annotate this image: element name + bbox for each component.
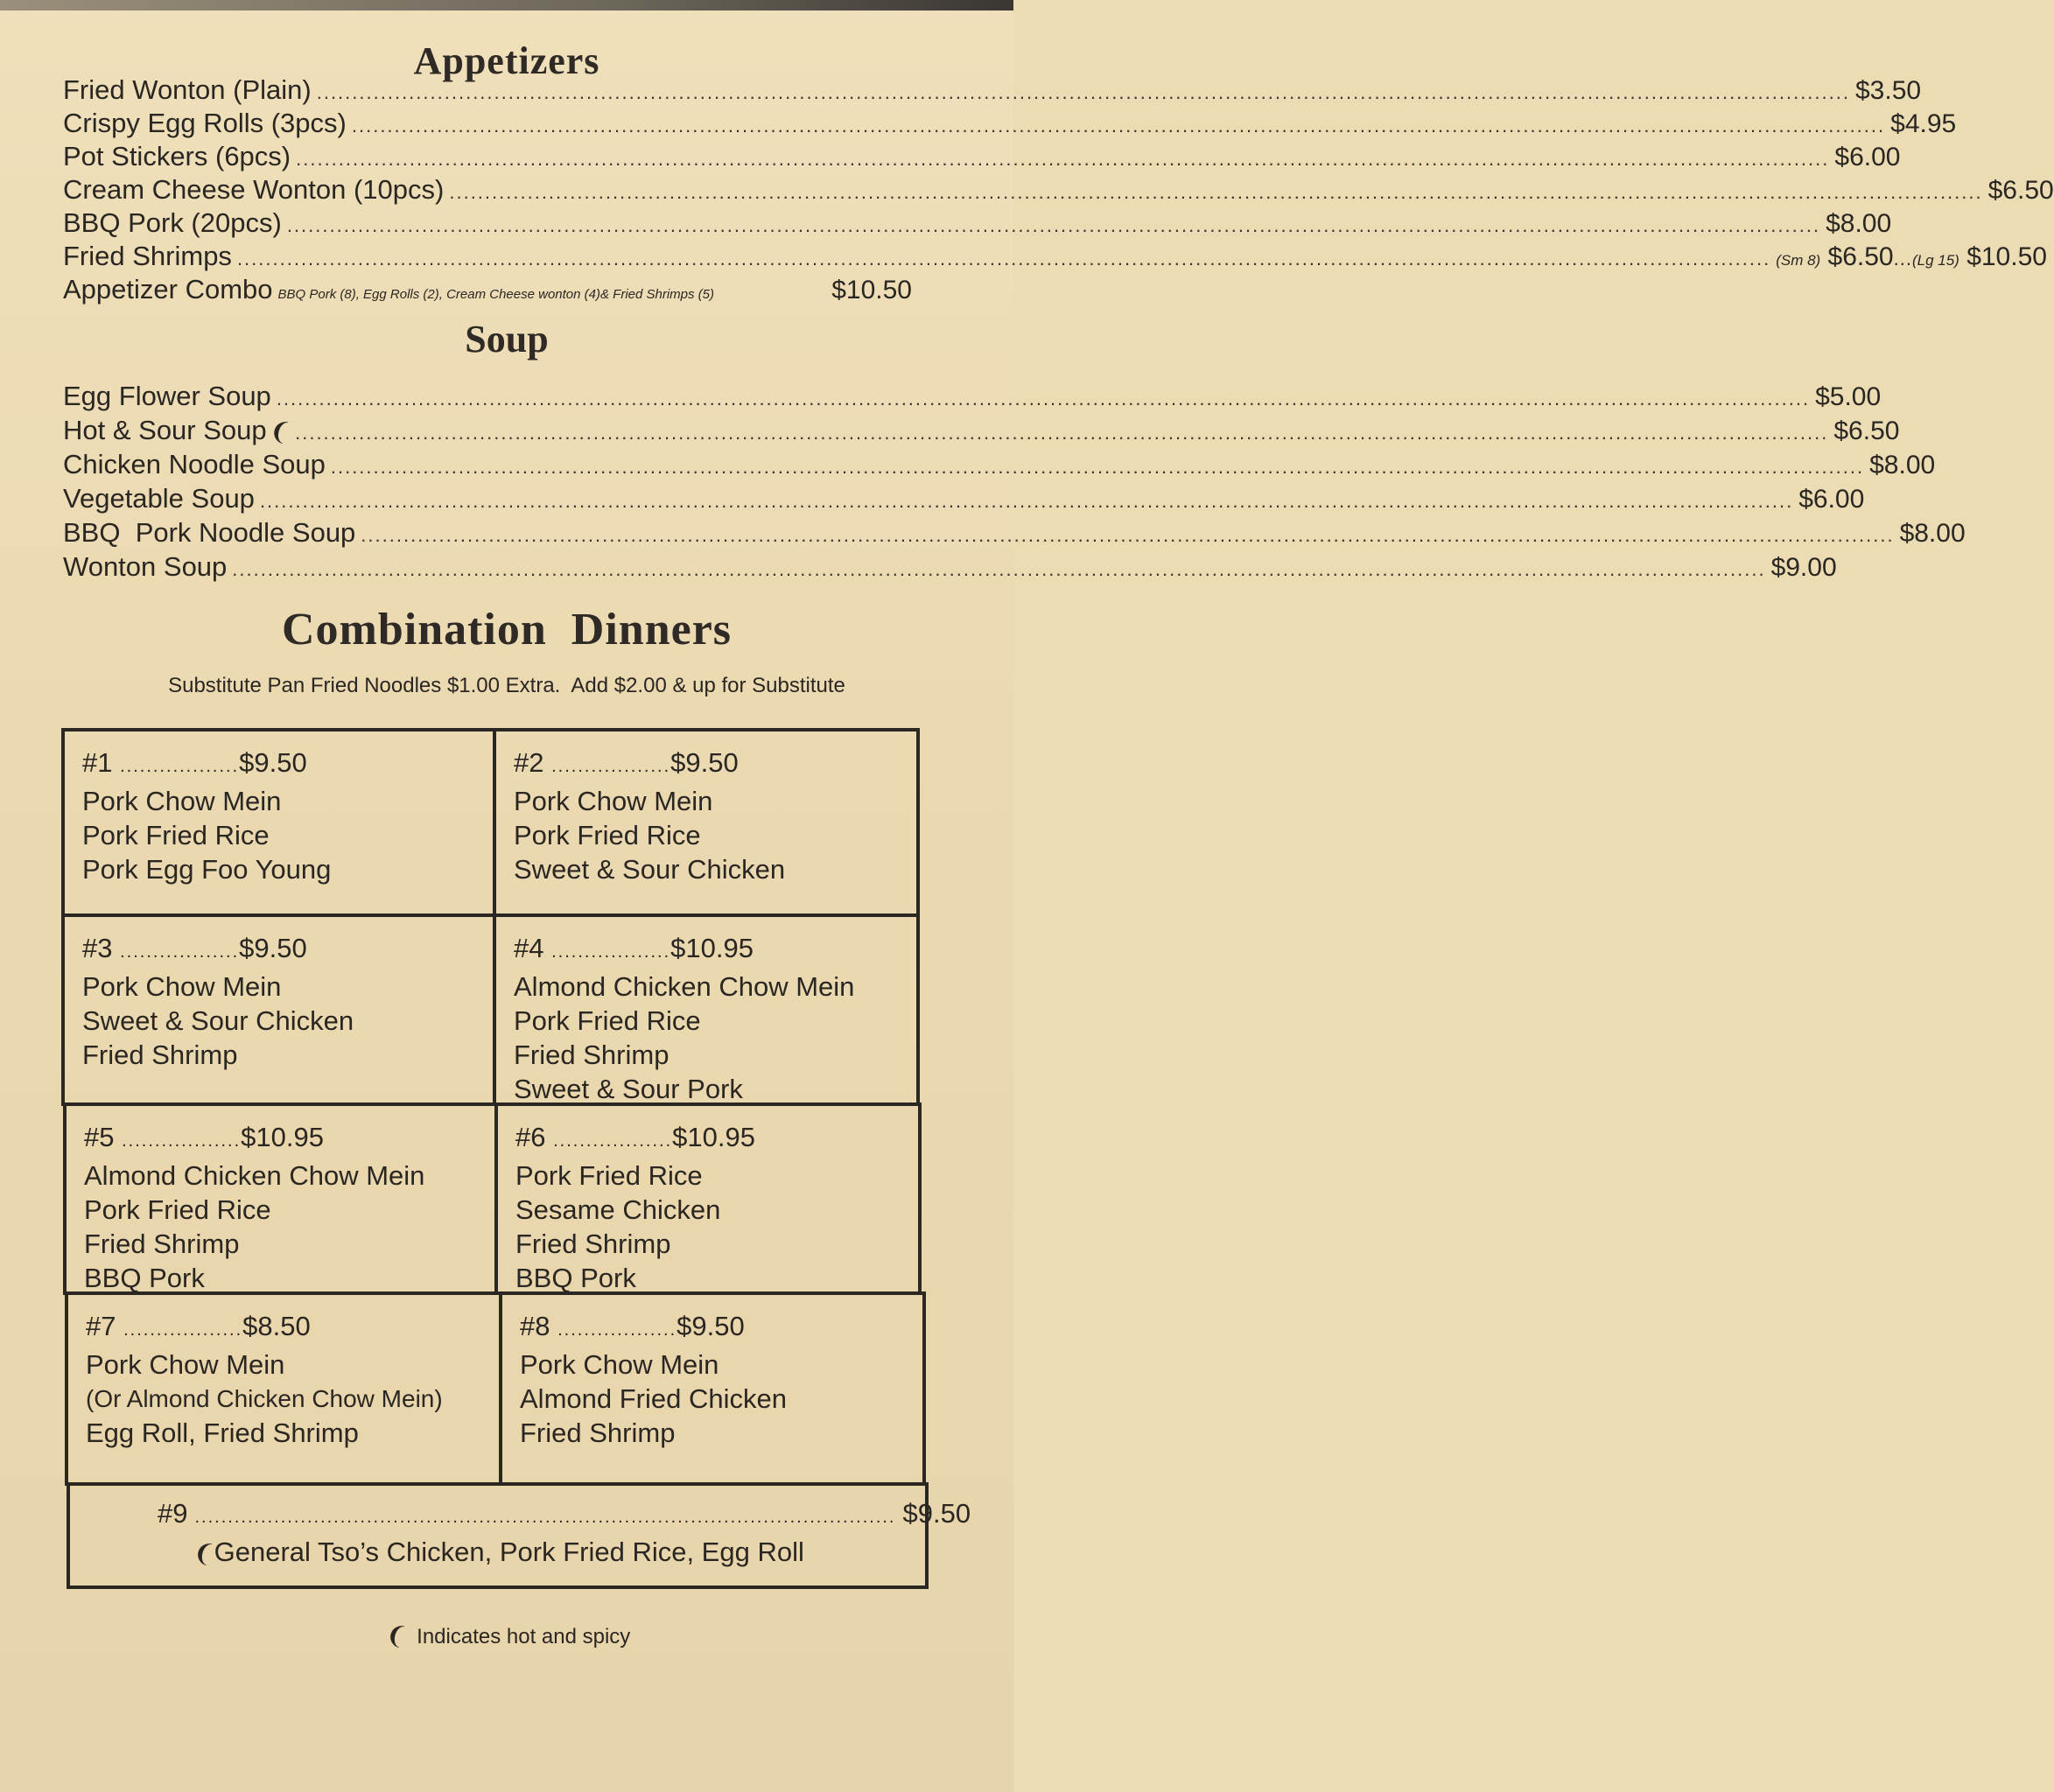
leader-dots [361, 519, 1894, 552]
combo-item: Fried Shrimp [520, 1418, 676, 1448]
combo-price: $9.50 [670, 747, 739, 778]
combo-box-8 [499, 1292, 926, 1486]
leader-dots [287, 209, 1820, 242]
leader-dots [295, 416, 1828, 450]
combo-box-5 [63, 1102, 498, 1295]
menu-item [63, 107, 1957, 143]
combo-number: #6 [515, 1122, 546, 1152]
combo-box-6 [494, 1102, 922, 1295]
menu-item [63, 414, 1900, 450]
item-price: $3.50 [1854, 76, 1922, 105]
combo-price: $9.50 [676, 1311, 745, 1341]
size-small-label: (Sm 8) [1776, 252, 1821, 269]
combo-price: $10.95 [241, 1122, 324, 1152]
combo-item: Fried Shrimp [84, 1228, 240, 1259]
combo-item: Pork Fried Rice [82, 820, 270, 850]
item-name: Fried Wonton (Plain) [63, 74, 312, 105]
combo-item: Fried Shrimp [82, 1040, 238, 1070]
leader-dots [449, 176, 1982, 209]
chili-pepper-icon: ❨ [190, 1536, 218, 1569]
item-price: $6.00 [1834, 143, 1901, 172]
menu-item [63, 140, 1901, 176]
leader-dots: .................. [120, 757, 240, 776]
combo-item: Pork Chow Mein [82, 786, 282, 816]
menu-item [63, 173, 2054, 209]
combo-number: #2 [514, 747, 544, 778]
leader-dots: .................. [557, 1320, 677, 1340]
combo-item: Pork Chow Mein [82, 971, 282, 1002]
item-name: Egg Flower Soup [63, 381, 271, 411]
item-price: $6.50 [1987, 176, 2054, 205]
item-price: $10.50 [831, 276, 912, 304]
combo-number: #1 [82, 747, 113, 778]
combo-item: Pork Fried Rice [84, 1194, 271, 1225]
chili-pepper-icon: ❨ [382, 1619, 410, 1651]
combo-item: BBQ Pork [84, 1263, 205, 1293]
menu-item [63, 206, 1892, 242]
combo-box-3 [61, 914, 496, 1106]
item-price: $5.00 [1815, 382, 1882, 411]
combo-price: $10.95 [670, 933, 754, 963]
leader-dots: .................. [551, 757, 671, 776]
leader-dots: .................. [123, 1320, 243, 1340]
combo-item-row [88, 1535, 908, 1570]
item-name: BBQ Pork Noodle Soup [63, 517, 356, 548]
combo-item: (Or Almond Chicken Chow Mein) [86, 1385, 443, 1412]
leader-dots: .................. [120, 942, 240, 962]
leader-dots: .................. [122, 1131, 242, 1151]
combo-item: Pork Fried Rice [514, 1005, 701, 1036]
combo-number: #5 [84, 1122, 115, 1152]
item-detail: BBQ Pork (8), Egg Rolls (2), Cream Cheese wonton (4)& Fried Shrimps (5) [277, 287, 715, 302]
menu-item-fried-shrimps [63, 240, 2047, 277]
item-name: Vegetable Soup [63, 483, 255, 514]
menu-item [63, 482, 1865, 518]
combo-item: Almond Chicken Chow Mein [514, 971, 855, 1002]
combo-price: $10.95 [672, 1122, 755, 1152]
combo-price: $9.50 [239, 933, 307, 963]
combo-item: Almond Fried Chicken [520, 1383, 787, 1414]
size-large-price: $10.50 [1966, 242, 2047, 271]
leader-dots: .................. [553, 1131, 673, 1151]
leader-dots: .................. [551, 942, 671, 962]
menu-item-appetizer-combo [63, 273, 912, 312]
item-name: Pot Stickers (6pcs) [63, 141, 291, 172]
leader-dots [331, 451, 1864, 484]
chili-pepper-icon: ❨ [266, 415, 293, 447]
spicy-legend-text: Indicates hot and spicy [417, 1625, 631, 1648]
combo-box-2 [493, 728, 920, 917]
combo-price: $9.50 [902, 1498, 971, 1529]
item-price: $6.50 [1833, 416, 1900, 445]
combo-item: BBQ Pork [515, 1263, 636, 1293]
combo-item: Sweet & Sour Chicken [514, 854, 786, 885]
combo-box-1 [61, 728, 496, 917]
combo-number: #4 [514, 933, 544, 963]
menu-item [63, 448, 1936, 484]
combo-item: Sesame Chicken [515, 1194, 721, 1225]
photo-edge [0, 0, 1013, 10]
item-name: Hot & Sour Soup [63, 415, 267, 445]
leader-dots [296, 143, 1829, 176]
item-price-options: (Sm 8) $6.50...(Lg 15) $10.50 [1776, 242, 2047, 271]
combo-box-9 [67, 1482, 971, 1589]
size-large-label: (Lg 15) [1911, 252, 1959, 269]
combo-number: #9 [158, 1498, 188, 1529]
leader-dots [277, 382, 1810, 416]
combo-item: Pork Fried Rice [514, 820, 701, 850]
item-price: $8.00 [1899, 519, 1966, 548]
menu-item [63, 516, 1966, 552]
leader-dots [352, 109, 1885, 143]
combo-box-7 [65, 1292, 502, 1486]
leader-dots [317, 76, 1850, 109]
leader-dots [232, 553, 1765, 586]
leader-dots [237, 242, 1770, 276]
combo-item: Sweet & Sour Pork [514, 1074, 743, 1104]
combo-price: $8.50 [242, 1311, 311, 1341]
item-price: $4.95 [1890, 109, 1957, 138]
menu-item [63, 380, 1882, 416]
combo-item: Fried Shrimp [514, 1040, 669, 1070]
combo-item: Pork Chow Mein [514, 786, 713, 816]
combo-item: Pork Chow Mein [520, 1349, 719, 1380]
combo-item: Pork Egg Foo Young [82, 854, 332, 885]
combo-item: General Tso’s Chicken, Pork Fried Rice, Egg Roll [214, 1536, 804, 1567]
combo-item: Almond Chicken Chow Mein [84, 1160, 425, 1191]
item-price: $6.00 [1798, 485, 1865, 514]
combo-price: $9.50 [239, 747, 307, 778]
item-price: $9.00 [1770, 553, 1837, 582]
combo-number: #8 [520, 1311, 550, 1341]
item-name: Appetizer Combo [63, 274, 273, 304]
item-price: $8.00 [1869, 451, 1936, 480]
item-name: BBQ Pork (20pcs) [63, 207, 282, 238]
leader-dots [260, 485, 1793, 518]
soup-heading: Soup [465, 318, 549, 360]
item-name: Fried Shrimps [63, 241, 232, 271]
menu-item [63, 550, 1837, 586]
item-price: $8.00 [1826, 209, 1892, 238]
combo-number: #7 [86, 1311, 116, 1341]
size-small-price: $6.50 [1827, 242, 1894, 271]
item-name: Crispy Egg Rolls (3pcs) [63, 108, 347, 138]
combination-heading: Combination Dinners [281, 605, 733, 654]
combo-item: Egg Roll, Fried Shrimp [86, 1418, 359, 1448]
menu-item [63, 74, 1922, 109]
spicy-legend [0, 1620, 1013, 1649]
combo-item: Pork Chow Mein [86, 1349, 285, 1380]
leader-dots: .......................................................................................................... [194, 1508, 896, 1527]
combo-number: #3 [82, 933, 113, 963]
combo-item: Sweet & Sour Chicken [82, 1005, 354, 1036]
combo-item: Pork Fried Rice [515, 1160, 703, 1191]
item-name: Chicken Noodle Soup [63, 449, 326, 480]
item-name: Wonton Soup [63, 551, 228, 582]
combo-item: Fried Shrimp [515, 1228, 671, 1259]
substitution-note: Substitute Pan Fried Noodles $1.00 Extra. Add $2.00 & up for Substitute [168, 674, 845, 697]
combo-box-4 [493, 914, 920, 1106]
appetizers-heading: Appetizers [413, 39, 600, 82]
item-name: Cream Cheese Wonton (10pcs) [63, 174, 445, 205]
